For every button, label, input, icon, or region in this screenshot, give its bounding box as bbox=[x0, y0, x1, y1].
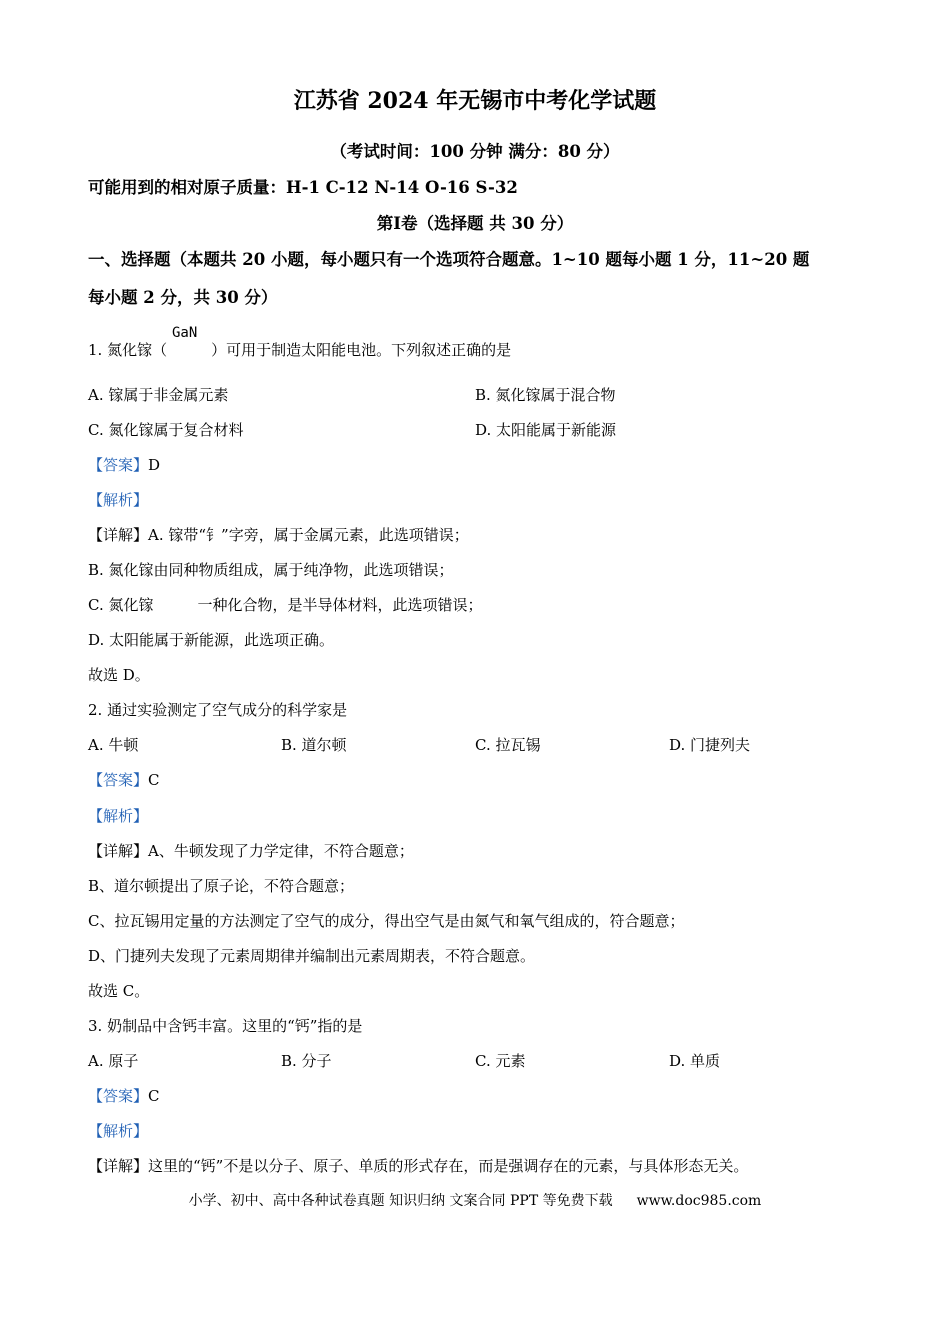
q1-detail-line2: B. 氮化镓由同种物质组成，属于纯净物，此选项错误； bbox=[88, 561, 454, 579]
q1-detail-label: 【详解】 bbox=[88, 526, 149, 544]
q1-formula: GaN bbox=[172, 325, 198, 341]
footer-text: 小学、初中、高中各种试卷真题 知识归纳 文案合同 PPT 等免费下载 bbox=[188, 1193, 613, 1209]
q2-detail-line1 bbox=[88, 841, 414, 861]
q3-detail bbox=[88, 1156, 748, 1176]
page-title: 江苏省 2024 年无锡市中考化学试题 bbox=[293, 88, 657, 114]
q1-option-c: C. 氮化镓属于复合材料 bbox=[88, 421, 244, 439]
q1-detail-line4: D. 太阳能属于新能源，此选项正确。 bbox=[88, 631, 335, 649]
q1-stem-pre: 1. 氮化镓（ bbox=[88, 341, 168, 359]
q3-analysis-label: 【解析】 bbox=[88, 1122, 149, 1140]
q1-answer-label: 【答案】 bbox=[88, 456, 149, 474]
q2-option-b: B. 道尔顿 bbox=[281, 736, 347, 754]
q3-option-d: D. 单质 bbox=[669, 1052, 721, 1070]
section-heading-line2: 每小题 2 分，共 30 分） bbox=[88, 288, 278, 307]
q1-detail-line1 bbox=[88, 525, 469, 545]
atomic-masses: 可能用到的相对原子质量：H-1 C-12 N-14 O-16 S-32 bbox=[88, 178, 518, 197]
q2-detail-label: 【详解】 bbox=[88, 842, 149, 860]
q2-detail-line2: B、道尔顿提出了原子论，不符合题意； bbox=[88, 877, 355, 895]
q2-detail-text1: A、牛顿发现了力学定律，不符合题意； bbox=[148, 842, 414, 860]
q3-detail-text: 这里的“钙”不是以分子、原子、单质的形式存在，而是强调存在的元素，与具体形态无关。 bbox=[148, 1157, 749, 1175]
q2-detail-line3: C、拉瓦锡用定量的方法测定了空气的成分，得出空气是由氮气和氧气组成的，符合题意； bbox=[88, 912, 685, 930]
q2-option-d: D. 门捷列夫 bbox=[669, 736, 751, 754]
q3-option-c: C. 元素 bbox=[475, 1052, 526, 1070]
volume-title: 第Ⅰ卷（选择题 共 30 分） bbox=[376, 214, 574, 233]
q3-option-b: B. 分子 bbox=[281, 1052, 332, 1070]
q3-answer-label: 【答案】 bbox=[88, 1087, 149, 1105]
q2-answer-label: 【答案】 bbox=[88, 771, 149, 789]
section-heading-line1: 一、选择题（本题共 20 小题，每小题只有一个选项符合题意。1~10 题每小题 1 分，11~20 题 bbox=[88, 250, 810, 269]
exam-info: （考试时间：100 分钟 满分：80 分） bbox=[330, 142, 620, 161]
q1-detail-line3 bbox=[88, 595, 483, 615]
q2-option-c: C. 拉瓦锡 bbox=[475, 736, 541, 754]
q2-detail-line4: D、门捷列夫发现了元素周期律并编制出元素周期表，不符合题意。 bbox=[88, 947, 536, 965]
q1-option-b: B. 氮化镓属于混合物 bbox=[475, 386, 616, 404]
q2-stem: 2. 通过实验测定了空气成分的科学家是 bbox=[88, 701, 348, 719]
footer-url[interactable]: www.doc985.com bbox=[636, 1193, 762, 1209]
q3-answer bbox=[88, 1086, 160, 1106]
q1-analysis-label: 【解析】 bbox=[88, 491, 149, 509]
q2-answer bbox=[88, 770, 160, 790]
q1-stem bbox=[88, 340, 511, 360]
q1-answer-value: D bbox=[148, 456, 161, 474]
q1-option-a: A. 镓属于非金属元素 bbox=[88, 386, 229, 404]
q3-answer-value: C bbox=[148, 1087, 160, 1105]
q2-conclusion: 故选 C。 bbox=[88, 982, 150, 1000]
q1-detail-text3a: C. 氮化镓 bbox=[88, 596, 154, 614]
q2-answer-value: C bbox=[148, 771, 160, 789]
q3-stem: 3. 奶制品中含钙丰富。这里的“钙”指的是 bbox=[88, 1017, 363, 1035]
q1-answer bbox=[88, 455, 160, 475]
q1-conclusion: 故选 D。 bbox=[88, 666, 150, 684]
q3-option-a: A. 原子 bbox=[88, 1052, 139, 1070]
q3-detail-label: 【详解】 bbox=[88, 1157, 149, 1175]
q1-option-d: D. 太阳能属于新能源 bbox=[475, 421, 617, 439]
q1-stem-post: ）可用于制造太阳能电池。下列叙述正确的是 bbox=[211, 341, 512, 359]
page-footer bbox=[0, 1191, 950, 1211]
q1-detail-text3b: 一种化合物，是半导体材料，此选项错误； bbox=[197, 596, 483, 614]
q2-analysis-label: 【解析】 bbox=[88, 807, 149, 825]
q1-detail-text1: A. 镓带“钅”字旁，属于金属元素，此选项错误； bbox=[148, 526, 469, 544]
q2-option-a: A. 牛顿 bbox=[88, 736, 139, 754]
